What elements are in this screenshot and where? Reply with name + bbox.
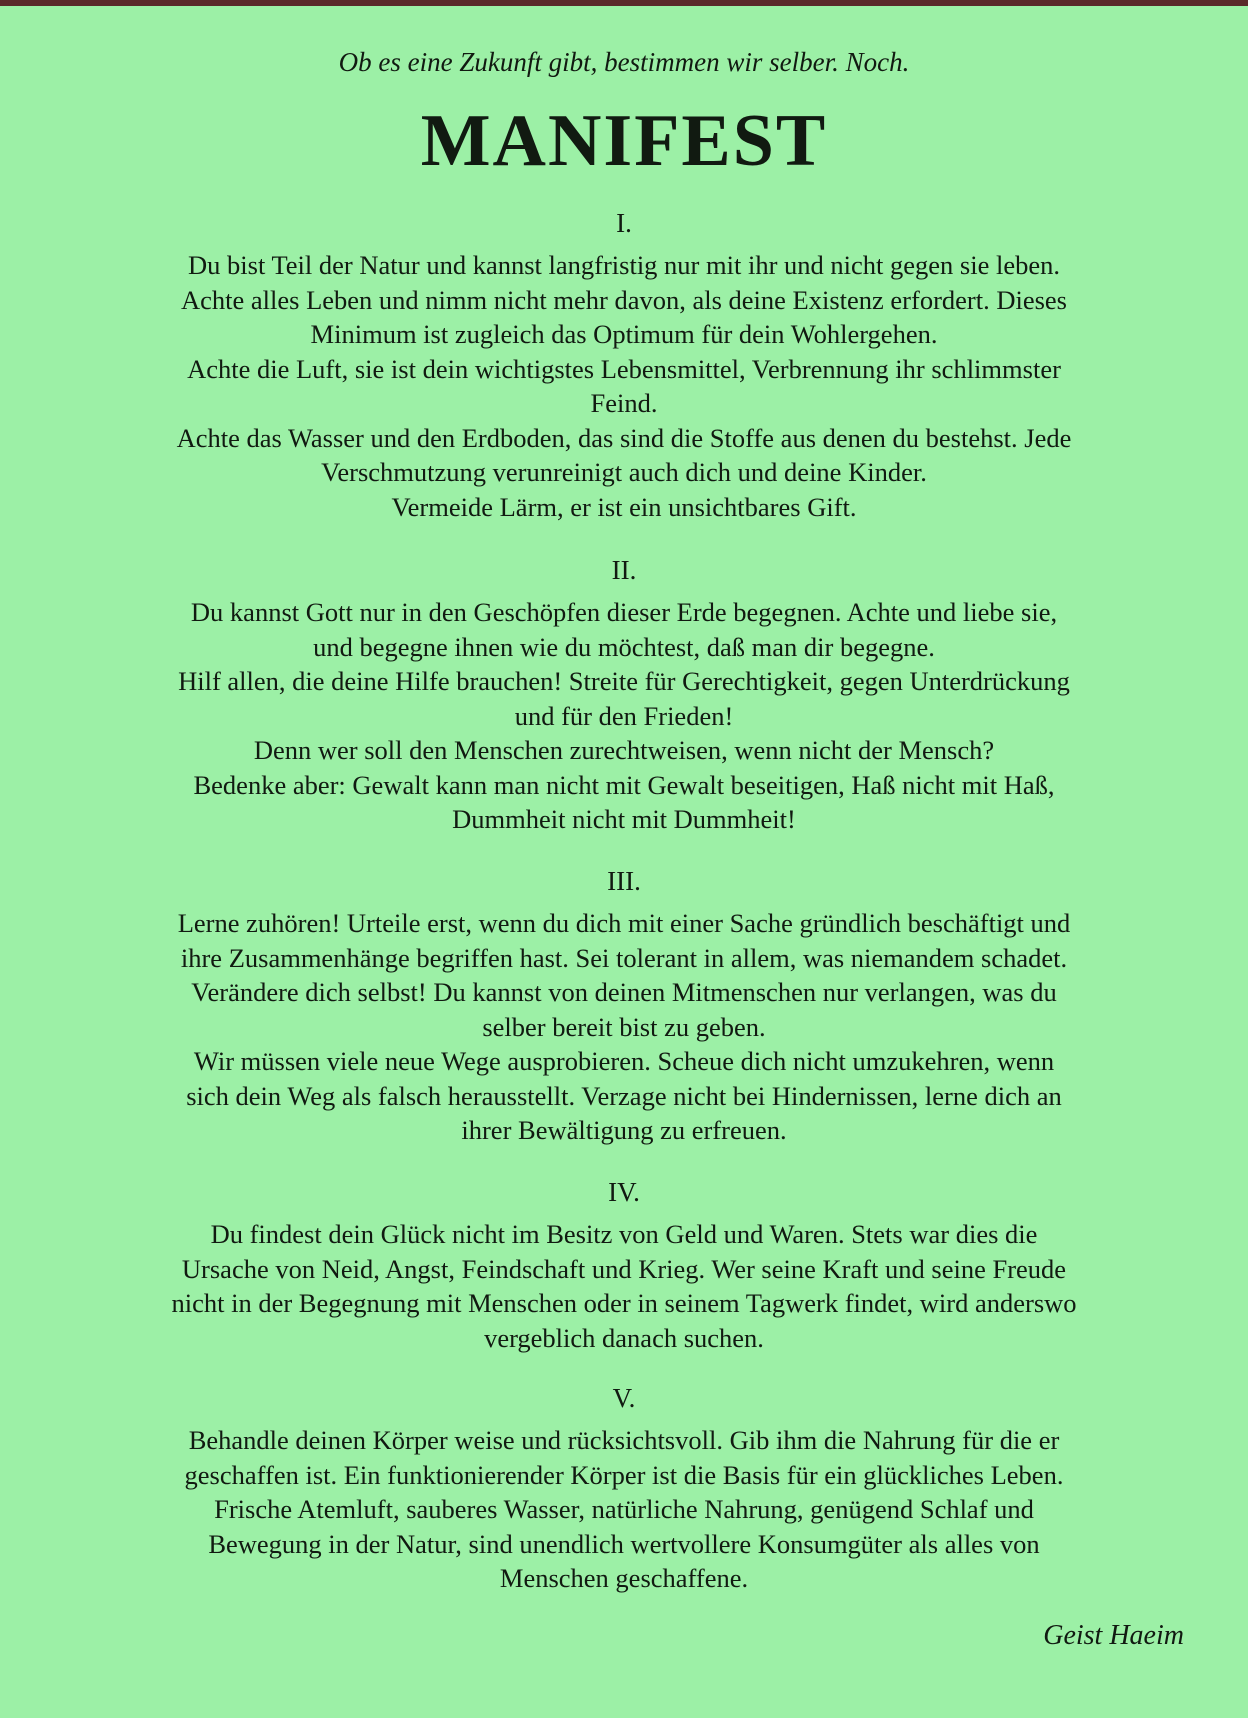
text-line: Hilf allen, die deine Hilfe brauchen! Streite für Gerechtigkeit, gegen Unterdrückung xyxy=(178,666,1070,696)
text-line: Minimum ist zugleich das Optimum für dein Wohlergehen. xyxy=(310,319,938,349)
text-line: Ursache von Neid, Angst, Feindschaft und Krieg. Wer seine Kraft und seine Freude xyxy=(181,1253,1067,1284)
text-line: Du kannst Gott nur in den Geschöpfen dieser Erde begegnen. Achte und liebe sie, xyxy=(190,597,1058,627)
text-line: Frische Atemluft, sauberes Wasser, natürliche Nahrung, genügend Schlaf und xyxy=(214,1494,1034,1524)
text-line: nicht in der Begegnung mit Menschen oder in seinem Tagwerk findet, wird anderswo xyxy=(171,1288,1077,1318)
section-number-5: V. xyxy=(612,1383,636,1413)
text-line: Du bist Teil der Natur und kannst langfristig nur mit ihr und nicht gegen sie leben. xyxy=(188,250,1060,280)
section-text-4 xyxy=(42,1217,1206,1355)
section-number-3: III. xyxy=(607,866,641,896)
text-line: Achte das Wasser und den Erdboden, das sind die Stoffe aus denen du bestehst. Jede xyxy=(176,422,1072,453)
text-line: und begegne ihnen wie du möchtest, daß man dir begegne. xyxy=(313,631,935,662)
text-line: geschaffen ist. Ein funktionierender Körper ist die Basis für ein glückliches Leben. xyxy=(184,1459,1064,1490)
text-line: ihre Zusammenhänge begriffen hast. Sei tolerant in allem, was niemandem schadet. xyxy=(180,942,1068,973)
text-line: ihrer Bewältigung zu erfreuen. xyxy=(461,1115,787,1145)
section-text-5 xyxy=(42,1423,1206,1596)
text-line: und für den Frieden! xyxy=(514,700,734,731)
text-line: Feind. xyxy=(590,388,658,418)
section-text-2 xyxy=(42,595,1206,837)
text-line: selber bereit bist zu geben. xyxy=(482,1011,766,1042)
signature: Geist Haeim xyxy=(1043,1620,1184,1651)
section-text-3 xyxy=(42,906,1206,1148)
text-line: Menschen geschaffene. xyxy=(499,1563,749,1593)
text-line: vergeblich danach suchen. xyxy=(484,1322,764,1353)
text-line: sich dein Weg als falsch herausstellt. Verzage nicht bei Hindernissen, lerne dich an xyxy=(186,1080,1062,1111)
text-line: Wir müssen viele neue Wege ausprobieren. Scheue dich nicht umzukehren, wenn xyxy=(193,1046,1055,1076)
page-top-edge xyxy=(0,0,1248,6)
motto: Ob es eine Zukunft gibt, bestimmen wir selber. Noch. xyxy=(338,47,910,77)
section-number-4: IV. xyxy=(608,1177,640,1207)
text-line: Bewegung in der Natur, sind unendlich wertvollere Konsumgüter als alles von xyxy=(208,1528,1040,1559)
text-line: Denn wer soll den Menschen zurechtweisen, wenn nicht der Mensch? xyxy=(253,735,995,765)
section-number-2: II. xyxy=(611,555,637,585)
text-line: Du findest dein Glück nicht im Besitz von Geld und Waren. Stets war dies die xyxy=(210,1219,1038,1249)
text-line: Achte alles Leben und nimm nicht mehr davon, als deine Existenz erfordert. Dieses xyxy=(181,284,1067,315)
text-line: Behandle deinen Körper weise und rücksichtsvoll. Gib ihm die Nahrung für die er xyxy=(188,1425,1060,1455)
section-number-1: I. xyxy=(616,208,632,238)
section-text-1 xyxy=(42,248,1206,524)
text-line: Verändere dich selbst! Du kannst von deinen Mitmenschen nur verlangen, was du xyxy=(191,977,1057,1007)
page-title: MANIFEST xyxy=(420,100,828,182)
text-line: Bedenke aber: Gewalt kann man nicht mit Gewalt beseitigen, Haß nicht mit Haß, xyxy=(193,769,1055,800)
text-line: Vermeide Lärm, er ist ein unsichtbares Gift. xyxy=(391,491,857,522)
text-line: Dummheit nicht mit Dummheit! xyxy=(452,804,796,834)
text-line: Lerne zuhören! Urteile erst, wenn du dich mit einer Sache gründlich beschäftigt und xyxy=(177,908,1071,938)
text-line: Verschmutzung verunreinigt auch dich und deine Kinder. xyxy=(321,457,927,487)
text-line: Achte die Luft, sie ist dein wichtigstes Lebensmittel, Verbrennung ihr schlimmster xyxy=(187,353,1061,384)
